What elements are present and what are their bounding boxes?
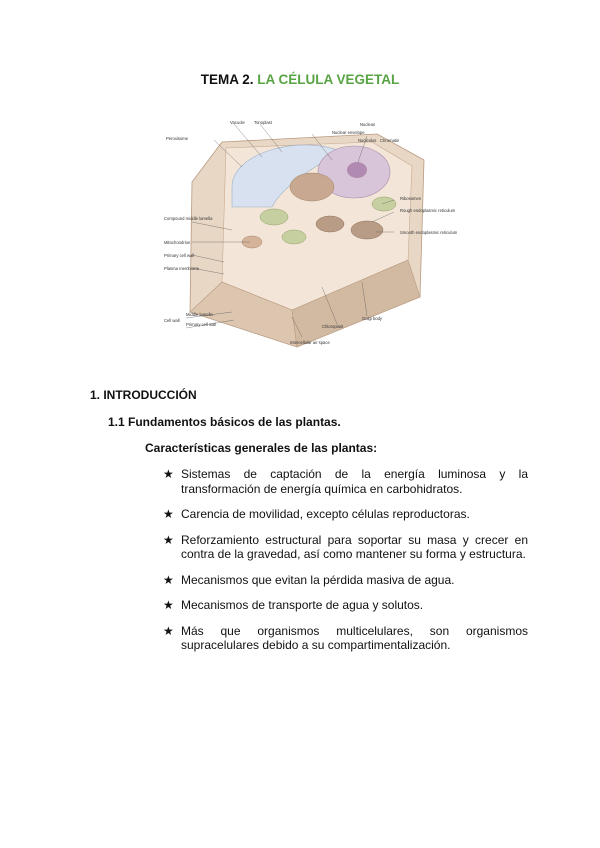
list-item: ★ Mecanismos de transporte de agua y solutos. [163, 598, 424, 612]
label-nucleus: Nucleus [360, 122, 376, 127]
label-golgi: Golgi body [362, 316, 383, 321]
label-primary-wall-2: Primary cell wall [186, 322, 217, 327]
title-accent: LA CÉLULA VEGETAL [257, 72, 400, 87]
star-icon: ★ [163, 572, 174, 587]
label-ribosomes: Ribosomes [400, 196, 421, 201]
page-title [0, 72, 600, 87]
star-icon: ★ [163, 467, 174, 481]
label-nuclear-envelope: Nuclear envelope [332, 130, 365, 135]
characteristics-list [163, 467, 528, 664]
plant-cell-illustration [162, 112, 458, 360]
label-mitochondrion: Mitochondrion [164, 240, 191, 245]
label-peroxisome: Peroxisome [166, 136, 189, 141]
star-icon: ★ [163, 507, 174, 521]
label-compound-middle-lamella: Compound middle lamella [164, 216, 213, 221]
list-heading: Características generales de las plantas: [145, 441, 378, 455]
star-icon: ★ [163, 623, 174, 638]
section-heading: 1. INTRODUCCIÓN [90, 388, 197, 402]
star-icon: ★ [163, 598, 174, 612]
list-item: ★ Sistemas de captación de la energía luminosa y la transformación de energía química en carbohidratos. [163, 467, 528, 496]
label-primary-wall: Primary cell wall [164, 253, 195, 258]
subsection-heading: 1.1 Fundamentos básicos de las plantas. [108, 415, 341, 429]
label-vacuole: Vacuole [230, 120, 245, 125]
list-item: ★ Reforzamiento estructural para soportar su masa y crecer en contra de la gravedad, así como mantener su forma y estructura. [163, 532, 528, 561]
label-chloroplast: Chloroplast [322, 324, 344, 329]
label-intercellular: Intercellular air space [290, 340, 330, 345]
label-plasma-membrane: Plasma membrane [164, 266, 200, 271]
list-item: ★ Más que organismos multicelulares, son organismos supracelulares debido a su compartimentalización. [163, 623, 528, 652]
label-smooth-er: Smooth endoplasmic reticulum [400, 230, 458, 235]
list-item: ★ Carencia de movilidad, excepto células reproductoras. [163, 507, 470, 521]
star-icon: ★ [163, 532, 174, 547]
label-rough-er: Rough endoplasmic reticulum [400, 208, 456, 213]
list-item: ★ Mecanismos que evitan la pérdida masiva de agua. [163, 572, 455, 587]
title-prefix: TEMA 2. [200, 72, 254, 87]
label-chromatin: Chromatin [380, 138, 400, 143]
label-nucleolus: Nucleolus [358, 138, 377, 143]
label-tonoplast: Tonoplast [254, 120, 272, 125]
label-middle-lamella: Middle lamella [186, 312, 213, 317]
label-cell-wall: Cell wall [164, 318, 180, 323]
